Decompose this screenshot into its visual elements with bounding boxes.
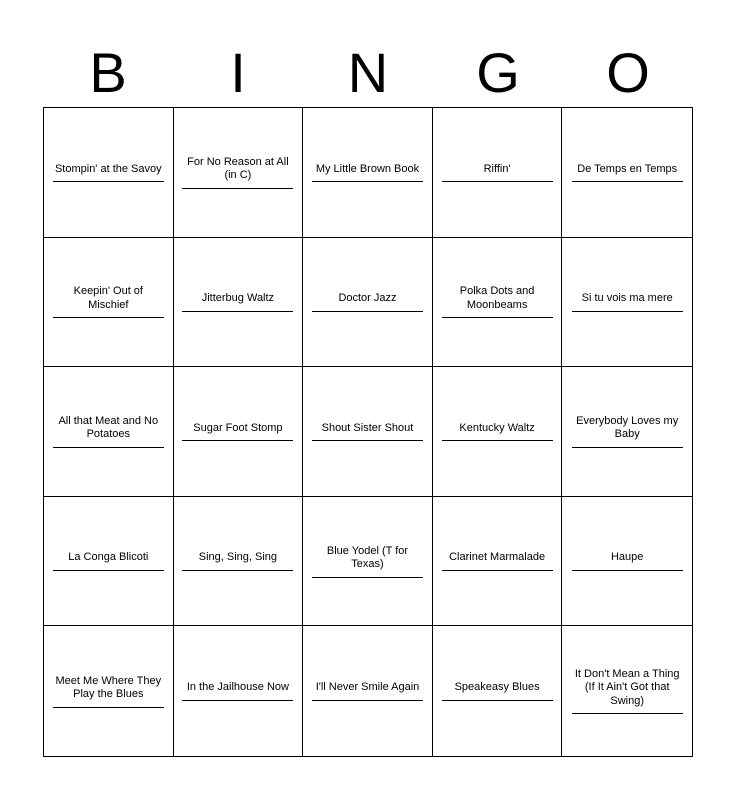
bingo-cell[interactable]: [562, 238, 692, 368]
bingo-cell[interactable]: [174, 626, 304, 756]
bingo-cell[interactable]: [433, 238, 563, 368]
bingo-cell[interactable]: [44, 626, 174, 756]
bingo-cell[interactable]: [562, 108, 692, 238]
cell-label: Haupe: [572, 551, 683, 571]
bingo-cell[interactable]: [174, 497, 304, 627]
cell-label: Keepin' Out of Mischief: [53, 285, 164, 318]
cell-label: For No Reason at All (in C): [182, 156, 293, 189]
bingo-cell[interactable]: [433, 367, 563, 497]
bingo-cell[interactable]: [433, 497, 563, 627]
cell-label: Riffin': [442, 163, 553, 183]
bingo-cell[interactable]: [44, 238, 174, 368]
cell-label: In the Jailhouse Now: [182, 681, 293, 701]
cell-label: Kentucky Waltz: [442, 422, 553, 442]
cell-label: Polka Dots and Moonbeams: [442, 285, 553, 318]
bingo-cell[interactable]: [303, 238, 433, 368]
cell-label: Doctor Jazz: [312, 292, 423, 312]
header-letter-g: G: [476, 41, 520, 104]
bingo-cell[interactable]: [433, 626, 563, 756]
bingo-cell[interactable]: [44, 367, 174, 497]
cell-label: La Conga Blicoti: [53, 551, 164, 571]
cell-label: All that Meat and No Potatoes: [53, 415, 164, 448]
cell-label: My Little Brown Book: [312, 163, 423, 183]
cell-label: De Temps en Temps: [572, 163, 683, 183]
cell-label: Clarinet Marmalade: [442, 551, 553, 571]
bingo-cell[interactable]: [44, 108, 174, 238]
bingo-header: [43, 40, 693, 106]
header-letter-b: B: [89, 41, 127, 104]
bingo-cell[interactable]: [174, 108, 304, 238]
cell-label: It Don't Mean a Thing (If It Ain't Got that Swing): [572, 668, 683, 715]
header-letter-o: O: [606, 41, 650, 104]
bingo-cell[interactable]: [303, 626, 433, 756]
bingo-cell[interactable]: [562, 497, 692, 627]
cell-label: Meet Me Where They Play the Blues: [53, 675, 164, 708]
cell-label: Shout Sister Shout: [312, 422, 423, 442]
cell-label: Sugar Foot Stomp: [182, 422, 293, 442]
cell-label: Sing, Sing, Sing: [182, 551, 293, 571]
bingo-cell[interactable]: [433, 108, 563, 238]
bingo-cell[interactable]: [562, 367, 692, 497]
cell-label: Si tu vois ma mere: [572, 292, 683, 312]
bingo-grid: [43, 107, 693, 757]
bingo-cell[interactable]: [303, 108, 433, 238]
cell-label: Jitterbug Waltz: [182, 292, 293, 312]
bingo-cell[interactable]: [44, 497, 174, 627]
cell-label: Speakeasy Blues: [442, 681, 553, 701]
cell-label: Stompin' at the Savoy: [53, 163, 164, 183]
cell-label: Everybody Loves my Baby: [572, 415, 683, 448]
cell-label: I'll Never Smile Again: [312, 681, 423, 701]
bingo-cell[interactable]: [174, 238, 304, 368]
cell-label: Blue Yodel (T for Texas): [312, 545, 423, 578]
bingo-cell[interactable]: [562, 626, 692, 756]
bingo-cell[interactable]: [174, 367, 304, 497]
header-letter-i: I: [230, 41, 246, 104]
bingo-cell[interactable]: [303, 497, 433, 627]
header-letter-n: N: [347, 41, 389, 104]
bingo-cell[interactable]: [303, 367, 433, 497]
